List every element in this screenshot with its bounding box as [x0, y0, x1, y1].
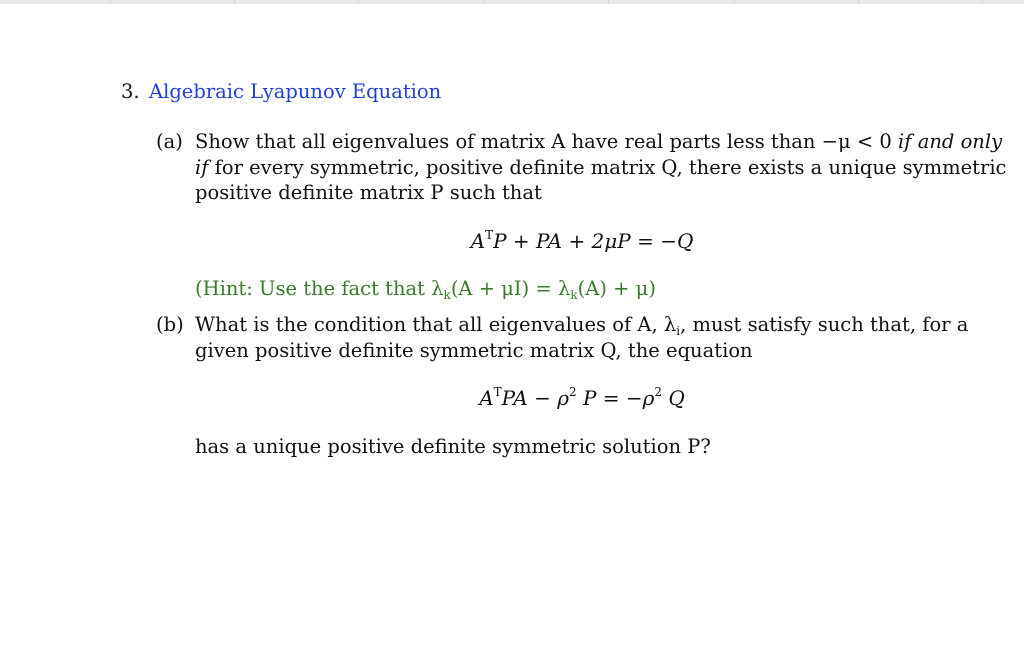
eq-a-rest: P + PA + 2μP = −Q	[493, 229, 694, 253]
top-bar-divider	[234, 0, 235, 4]
part-a-hint	[195, 277, 968, 301]
part-a-line-2-text: for every symmetric, positive definite matrix Q, there exists a unique symmetric	[208, 156, 1007, 179]
top-bar-divider	[608, 0, 609, 4]
top-bar-divider	[110, 0, 111, 4]
part-a-line-1-text: Show that all eigenvalues of matrix A have real parts less than −μ < 0	[195, 130, 899, 153]
top-bar	[0, 0, 1024, 4]
top-bar-divider	[484, 0, 485, 4]
part-a-label: (a)	[156, 130, 183, 153]
part-a-line-2	[195, 156, 1007, 180]
part-a-line-3: positive definite matrix P such that	[195, 181, 542, 204]
eq-b-part-1: PA − ρ	[501, 386, 569, 410]
part-a-equation	[0, 229, 1024, 253]
top-bar-divider	[734, 0, 735, 4]
part-b-equation	[0, 386, 1024, 410]
hint-sub-1: k	[443, 288, 451, 302]
eq-b-power-2: 2	[654, 385, 663, 399]
part-b-line-2: given positive definite symmetric matrix Q, the equation	[195, 339, 753, 362]
part-a-line-2-italic: if	[195, 156, 209, 179]
part-b-lambda-sub: i	[676, 324, 681, 338]
eq-b-transpose: T	[493, 385, 502, 399]
part-b-label: (b)	[156, 313, 184, 336]
eq-b-power-1: 2	[568, 385, 577, 399]
eq-a-transpose: T	[485, 228, 494, 242]
top-bar-divider	[858, 0, 859, 4]
part-a-line-1-italic: if and only	[898, 130, 1003, 153]
hint-text-2: (A + μI) = λ	[450, 277, 571, 300]
eq-b-part-3: Q	[662, 386, 685, 410]
problem-title: Algebraic Lyapunov Equation	[149, 80, 442, 103]
top-bar-divider	[358, 0, 359, 4]
part-b-line-3: has a unique positive definite symmetric solution P?	[195, 435, 711, 458]
problem-number: 3.	[121, 80, 140, 103]
part-a-line-1	[195, 130, 1003, 154]
hint-text-3: (A) + μ)	[577, 277, 656, 300]
eq-b-term: A	[479, 386, 494, 410]
eq-b-part-2: P = −ρ	[576, 386, 655, 410]
top-bar-divider	[982, 0, 983, 4]
hint-sub-2: k	[570, 288, 578, 302]
part-b-line-1-text-a: What is the condition that all eigenvalues of A, λ	[195, 313, 677, 336]
eq-a-term: A	[470, 229, 486, 253]
part-b-line-1-text-b: , must satisfy such that, for a	[680, 313, 969, 336]
part-b-line-1	[195, 313, 968, 337]
hint-text-1: (Hint: Use the fact that λ	[195, 277, 444, 300]
